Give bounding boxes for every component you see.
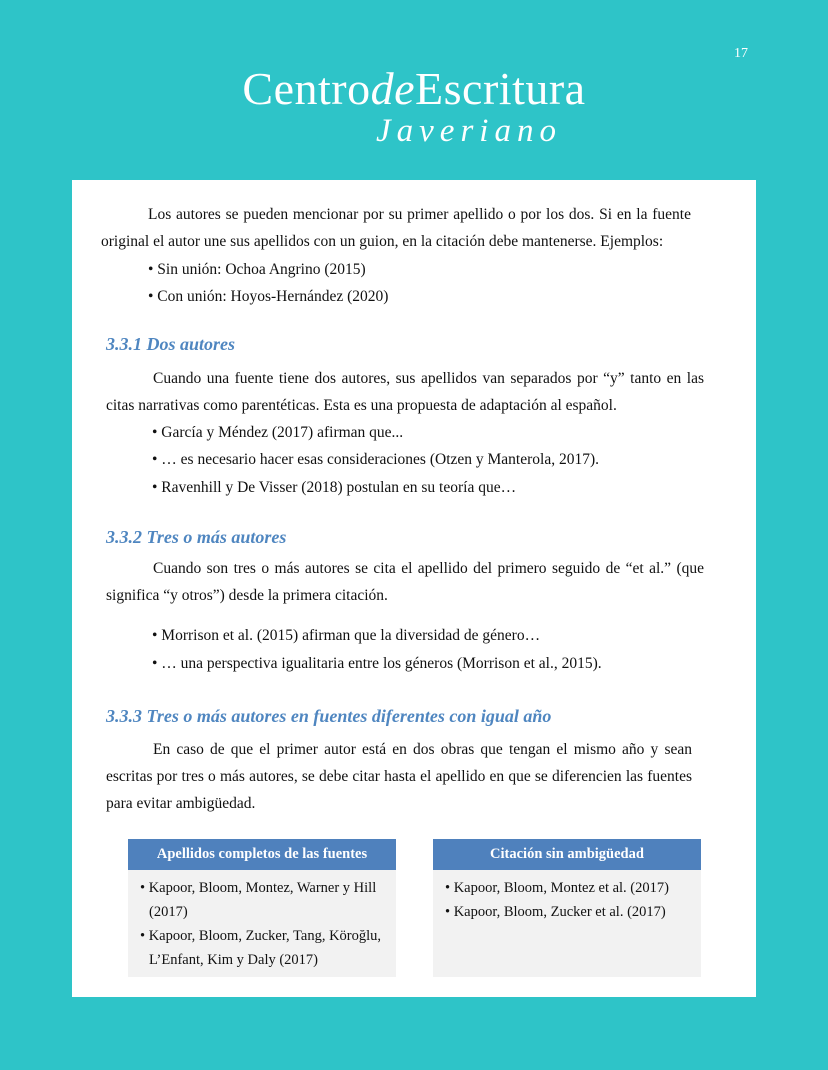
table-left-item-2: • Kapoor, Bloom, Zucker, Tang, Köroğlu, L’Enfant, Kim y Daly (2017) [140,928,382,968]
centro-escritura-logo [0,62,828,149]
table-apellidos-completos [128,839,396,977]
igual-anio-paragraph: En caso de que el primer autor está en dos obras que tengan el mismo año y sean escritas por tres o más autores, se debe citar hasta el apellido en que se diferencien las fuentes para evitar ambigüedad. [106,741,692,812]
table-right-item-1: • Kapoor, Bloom, Montez et al. (2017) [445,880,669,896]
heading-igual-anio: 3.3.3 Tres o más autores en fuentes diferentes con igual año [106,706,552,726]
intro-bullet-1: • Sin unión: Ochoa Angrino (2015) [148,261,366,278]
logo-subtitle: Javeriano [376,113,562,149]
intro-bullet-2: • Con unión: Hoyos-Hernández (2020) [148,288,389,305]
logo-part1: Centro [242,63,371,114]
table-header-citacion: Citación sin ambigüedad [433,839,701,870]
heading-dos-autores: 3.3.1 Dos autores [106,334,236,354]
table-citacion-sin-ambiguedad [433,839,701,977]
table-header-apellidos: Apellidos completos de las fuentes [128,839,396,870]
dos-autores-bullet-3: • Ravenhill y De Visser (2018) postulan en su teoría que… [152,479,517,496]
logo-part3: Escritura [415,63,586,114]
logo-part2: de [370,63,416,114]
content-card [72,180,756,997]
dos-autores-paragraph: Cuando una fuente tiene dos autores, sus apellidos van separados por “y” tanto en las citas narrativas como parentéticas. Esta es una propuesta de adaptación al español. [106,370,704,414]
logo-title [0,62,828,116]
intro-paragraph: Los autores se pueden mencionar por su primer apellido o por los dos. Si en la fuente original el autor une sus apellidos con un guion, en la citación debe mantenerse. Ejemplos: [101,206,691,250]
heading-tres-autores: 3.3.2 Tres o más autores [106,527,287,547]
table-left-item-1: • Kapoor, Bloom, Montez, Warner y Hill (2017) [140,880,377,920]
page-number: 17 [734,46,748,61]
tres-autores-paragraph: Cuando son tres o más autores se cita el apellido del primero seguido de “et al.” (que significa “y otros”) desde la primera citación. [106,560,704,604]
dos-autores-bullet-2: • … es necesario hacer esas consideraciones (Otzen y Manterola, 2017). [152,451,599,468]
table-right-item-2: • Kapoor, Bloom, Zucker et al. (2017) [445,904,666,920]
tres-autores-bullet-1: • Morrison et al. (2015) afirman que la diversidad de género… [152,627,541,644]
dos-autores-bullet-1: • García y Méndez (2017) afirman que... [152,424,404,441]
tres-autores-bullet-2: • … una perspectiva igualitaria entre los géneros (Morrison et al., 2015). [152,655,602,672]
